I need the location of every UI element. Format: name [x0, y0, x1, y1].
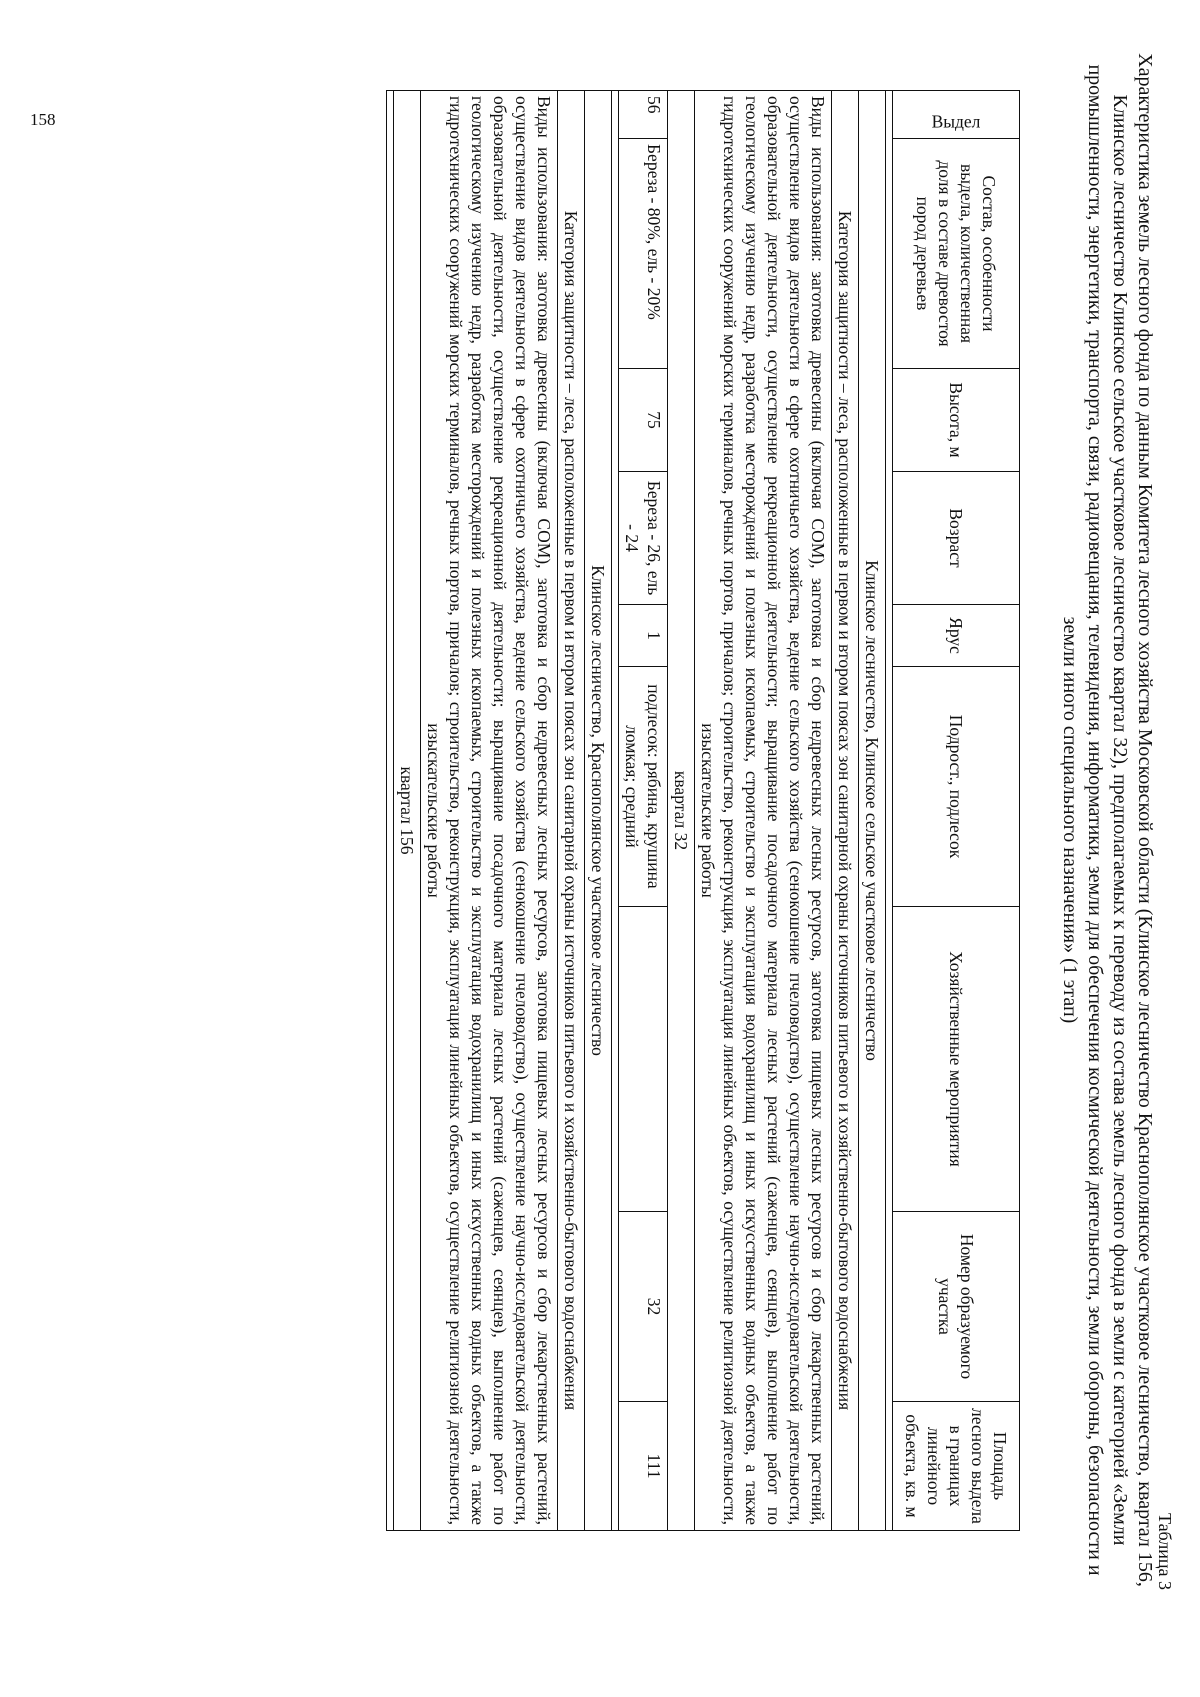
cell-age: Береза - 26, ель - 24: [619, 472, 668, 605]
spacer-row: [612, 91, 619, 1531]
col-header-area: Площадь лесного выдела в границах линейного объекта, кв. м: [893, 1402, 1020, 1531]
forestry-row: [859, 91, 886, 1531]
col-header-age: Возраст: [893, 472, 1020, 605]
cell-undergrowth: подлесок: рябина, крушина ломкая; средний: [619, 667, 668, 907]
quarter-label: квартал 32: [668, 91, 695, 1531]
col-header-plot-number: Номер образуемого участка: [893, 1212, 1020, 1402]
col-header-tier: Ярус: [893, 605, 1020, 667]
cell-measures: [619, 907, 668, 1212]
col-header-vydel: Выдел: [893, 91, 1020, 139]
cell-area: 111: [619, 1402, 668, 1531]
forestry-name: Клинское лесничество, Клинское сельское участковое лесничество: [859, 91, 886, 1531]
table-header-row: [893, 91, 1020, 1531]
usage-types: Виды использования: заготовка древесины (включая СОМ), заготовка и сбор недревесных лесных ресурсов, заготовка пищевых лесных ресурсов и сбор лекарственных растений, осуществление видов деятельности в сфере охотничьего хозяйства, ведение сельского хозяйства (сенокошение пчеловодство), осуществление научно-исследовательской деятельности, образовательной деятельности, осуществление рекреационной деятельности; выращивание посадочного материала лесных растений (саженцев, сеянцев), выполнение работ по геологическому изучению недр, разработка месторождений и полезных ископаемых, строительство и эксплуатация водохранилищ и иных искусственных водных объектов, а также гидротехнических сооружений морских терминалов, речных портов, причалов; строительство, реконструкция, эксплуатация линейных объектов, осуществление религиозной деятельности, изыскательские работы: [421, 91, 558, 1531]
quarter-row: [394, 91, 421, 1531]
col-header-height: Высота, м: [893, 369, 1020, 472]
spacer-row: [387, 91, 394, 1531]
forestry-row: [585, 91, 612, 1531]
rotated-page-content: [155, 50, 1175, 1590]
quarter-label: квартал 156: [394, 91, 421, 1531]
forest-lands-table: [386, 90, 1020, 1531]
forestry-name: Клинское лесничество, Краснополянское участковое лесничество: [585, 91, 612, 1531]
col-header-composition: Состав, особенности выдела, количественная доля в составе древостоя пород деревьев: [893, 139, 1020, 369]
spacer-row: [886, 91, 893, 1531]
cell-height: 75: [619, 369, 668, 472]
table-label: Таблица 3: [1155, 1513, 1175, 1590]
cell-tier: 1: [619, 605, 668, 667]
table-row: [619, 91, 668, 1531]
page-number: 158: [30, 110, 56, 129]
protection-category: Категория защитности – леса, расположенные в первом и втором поясах зон санитарной охраны источников питьевого и хозяйственно-бытового водоснабжения: [832, 91, 859, 1531]
usage-row: [421, 91, 558, 1531]
category-row: [558, 91, 585, 1531]
table-heading: Характеристика земель лесного фонда по данным Комитета лесного хозяйства Московской области (Клинское лесничество Краснополянское участковое лесничество, квартал 156, Клинское лесничество Клинское сельское участковое лесничество квартал 32), предполагаемых к переводу из состава земель лесного фонда в земли с категорией «Земли промышленности, энергетики, транспорта, связи, радиовещания, телевидения, информатики, земли для обеспечения космической деятельности, земли обороны, безопасности и земли иного специального назначения» (1 этап): [1059, 53, 1156, 1587]
category-row: [832, 91, 859, 1531]
col-header-measures: Хозяйственные мероприятия: [893, 907, 1020, 1212]
usage-types: Виды использования: заготовка древесины (включая СОМ), заготовка и сбор недревесных лесных ресурсов, заготовка пищевых лесных ресурсов и сбор лекарственных растений, осуществление видов деятельности в сфере охотничьего хозяйства, ведение сельского хозяйства (сенокошение пчеловодство), осуществление научно-исследовательской деятельности, образовательной деятельности, осуществление рекреационной деятельности; выращивание посадочного материала лесных растений (саженцев, сеянцев), выполнение работ по геологическому изучению недр, разработка месторождений и полезных ископаемых, строительство и эксплуатация водохранилищ и иных искусственных водных объектов, а также гидротехнических сооружений морских терминалов, речных портов, причалов; строительство, реконструкция, эксплуатация линейных объектов, осуществление религиозной деятельности, изыскательские работы: [695, 91, 832, 1531]
quarter-row: [668, 91, 695, 1531]
protection-category: Категория защитности – леса, расположенные в первом и втором поясах зон санитарной охраны источников питьевого и хозяйственно-бытового водоснабжения: [558, 91, 585, 1531]
cell-vydel: 56: [619, 91, 668, 139]
col-header-undergrowth: Подрост., подлесок: [893, 667, 1020, 907]
usage-row: [695, 91, 832, 1531]
cell-composition: Береза - 80%, ель - 20%: [619, 139, 668, 369]
cell-plot-number: 32: [619, 1212, 668, 1402]
